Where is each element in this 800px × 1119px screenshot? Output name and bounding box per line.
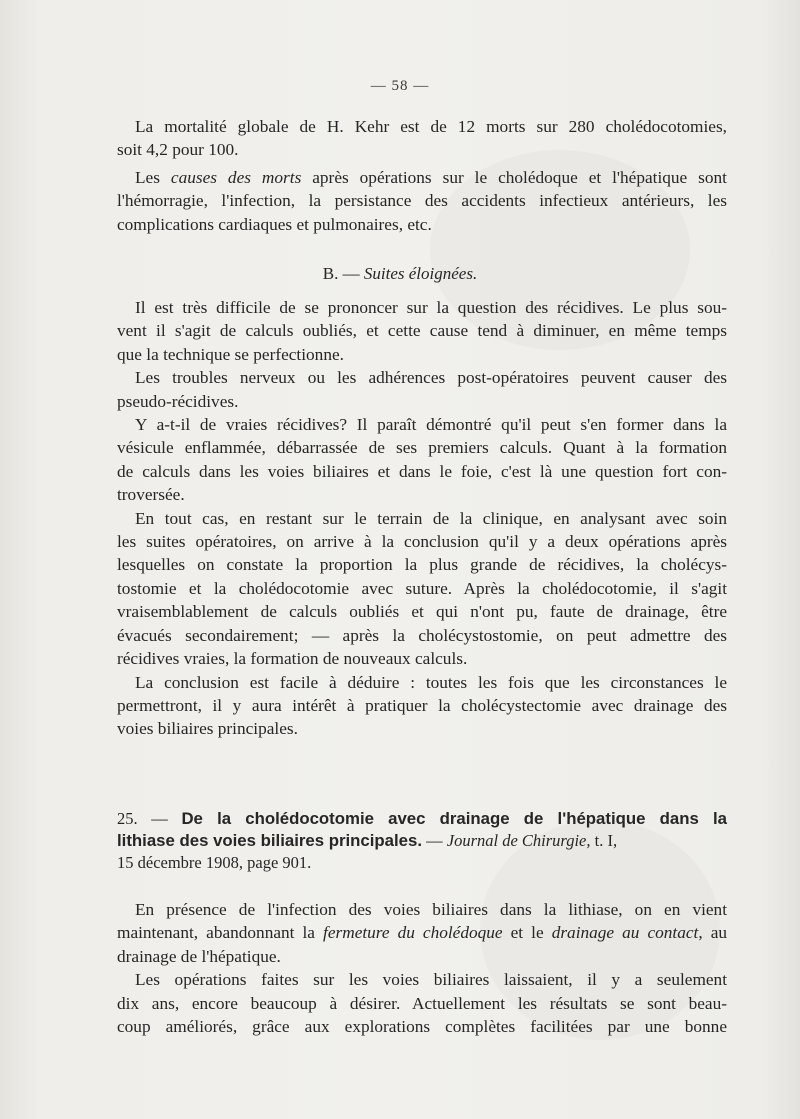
text-line: Les troubles nerveux ou les adhérences post-opératoires peuvent causer des (135, 368, 727, 388)
section-title: Suites éloignées. (363, 264, 478, 283)
text-line (117, 921, 727, 944)
text-line: soit 4,2 pour 100. (117, 140, 239, 160)
text-line: En tout cas, en restant sur le terrain de la clinique, en analysant avec soin (135, 508, 727, 528)
text-line: La conclusion est facile à déduire : toutes les fois que les circonstances le (135, 672, 727, 692)
text-line: Y a-t-il de vraies récidives? Il paraît démontré qu'il peut s'en former dans la (135, 415, 727, 435)
article-date: 15 décembre 1908, page 901. (117, 853, 312, 872)
text-line (117, 968, 727, 991)
page-number: — 58 — (370, 78, 430, 94)
article-volume: t. I, (590, 831, 618, 850)
paragraph (117, 968, 727, 1038)
text-line (117, 992, 727, 1015)
text-line: La mortalité globale de H. Kehr est de 12 morts sur 280 cholédocotomies, (135, 117, 727, 136)
text-line: permettront, il y aura intérêt à pratiquer la cholécystectomie avec drainage des (117, 695, 727, 715)
text-line (117, 1015, 727, 1038)
text-run: et le (502, 923, 552, 943)
text-line: récidives vraies, la formation de nouveaux calculs. (117, 649, 468, 669)
text-line: les suites opératoires, on arrive à la conclusion qu'il y a deux opérations après (117, 532, 727, 552)
article-dash: — (422, 831, 447, 850)
paragraph (117, 898, 727, 968)
text-run: En présence de l'infection des voies biliaires dans la lithiase, on en vient (135, 900, 727, 919)
text-run: Les (135, 167, 171, 187)
text-line: tostomie et la cholédocotomie avec suture. Après la cholédocotomie, il s'agit (117, 578, 727, 598)
text-line: Il est très difficile de se prononcer sur la question des récidives. Le plus sou- (135, 298, 727, 317)
emphasis: fermeture du cholédoque (323, 923, 503, 943)
article-title-line1: De la cholédocotomie avec drainage de l'hépatique dans la (181, 809, 728, 828)
text-line (117, 189, 727, 212)
paragraph (117, 296, 727, 366)
paragraph (117, 366, 727, 413)
article-number: 25. — (117, 809, 182, 828)
text-line: vraisemblablement de calculs oubliés et qui n'ont pu, faute de drainage, être (117, 602, 727, 622)
section-label: B. — (322, 264, 364, 283)
text-line: voies biliaires principales. (117, 719, 298, 739)
section-heading-b (0, 264, 800, 284)
text-line: troversée. (117, 485, 185, 505)
paragraph (117, 507, 727, 671)
text-run: coup améliorés, grâce aux explorations complètes facilitées par une bonne (117, 1017, 727, 1037)
paragraph-mortality (117, 115, 727, 236)
text-run: après opérations sur le cholédoque et l'hépatique sont (301, 167, 727, 187)
article-heading (117, 808, 727, 874)
section-b-body (117, 296, 727, 741)
text-line: évacués secondairement; — après la cholécystostomie, on peut admettre des (117, 625, 727, 645)
text-line: vésicule enflammée, débarrassée de ses premiers calculs. Quant à la formation (117, 438, 727, 458)
text-line (117, 898, 727, 921)
text-run: , au (698, 923, 728, 943)
text-run: maintenant, abandonnant la (117, 923, 324, 943)
text-run: l'hémorragie, l'infection, la persistance des accidents infectieux antérieurs, les (117, 191, 727, 211)
text-line: pseudo-récidives. (117, 391, 239, 411)
article-journal: Journal de Chirurgie, (446, 831, 591, 850)
text-line: lesquelles on constate la proportion la plus grande de récidives, la cholécys- (117, 555, 727, 575)
paragraph (117, 671, 727, 741)
emphasis: causes des morts (170, 167, 302, 187)
article-body (117, 898, 727, 1038)
emphasis: drainage au contact (551, 923, 699, 943)
text-line: de calculs dans les voies biliaires et dans le foie, c'est là une question fort con- (117, 461, 727, 481)
text-run: complications cardiaques et pulmonaires, etc. (117, 214, 432, 234)
text-run: Les opérations faites sur les voies biliaires laissaient, il y a seulement (135, 970, 727, 990)
article-title-line2: lithiase des voies biliaires principales. (117, 831, 422, 850)
text-run: drainage de l'hépatique. (117, 946, 281, 966)
text-run: dix ans, encore beaucoup à désirer. Actuellement les résultats se sont beau- (117, 993, 727, 1013)
text-line (117, 945, 727, 968)
text-line (117, 166, 727, 189)
text-line: vent il s'agit de calculs oubliés, et cette cause tend à diminuer, en même temps (117, 321, 727, 341)
text-line: que la technique se perfectionne. (117, 344, 344, 364)
paragraph (117, 413, 727, 507)
text-line (117, 213, 727, 236)
